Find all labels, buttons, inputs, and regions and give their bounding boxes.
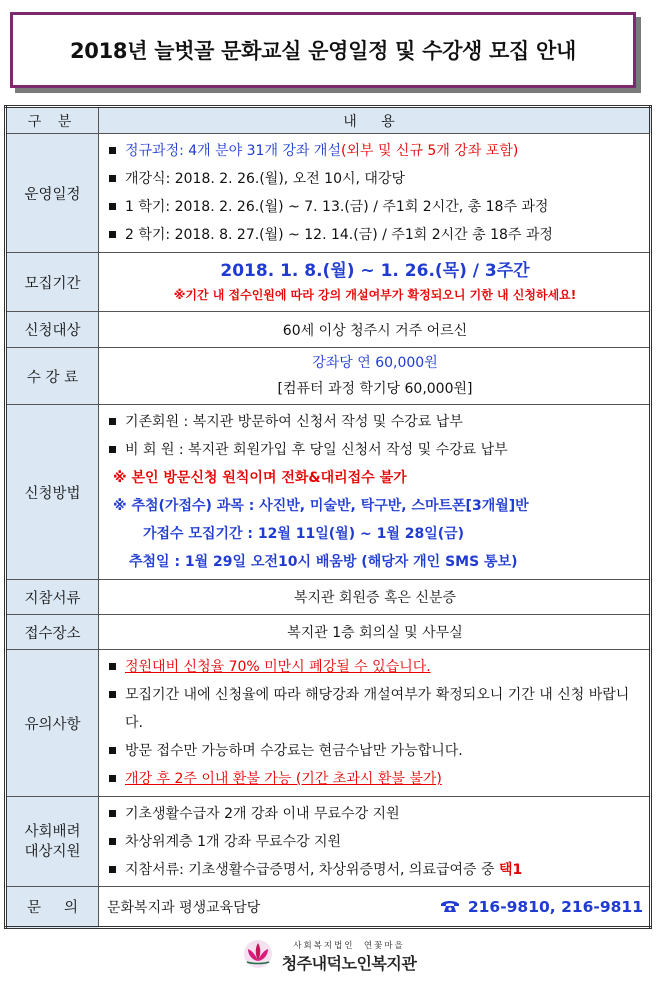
telephone-icon: [440, 900, 460, 916]
caution-item: 방문 접수만 가능하며 수강료는 현금수납만 가능합니다.: [107, 737, 643, 765]
schedule-item: 개강식: 2018. 2. 26.(월), 오전 10시, 대강당: [107, 165, 643, 193]
caution-row: [6, 650, 651, 797]
documents-text: 복지관 회원증 혹은 신분증: [99, 580, 651, 615]
period-row: [6, 253, 651, 312]
documents-row: [6, 580, 651, 615]
org-subtitle: 사회복지법인 연꽃마을: [293, 940, 405, 951]
period-content: [99, 253, 651, 312]
place-row: [6, 615, 651, 650]
method-note-preregister: 가접수 모집기간 : 12월 11일(월) ~ 1월 28일(금): [143, 526, 465, 542]
social-content: [99, 797, 651, 887]
period-label: 모집기간: [6, 253, 99, 312]
contact-content: [99, 887, 651, 928]
lotus-logo-icon: [242, 939, 274, 973]
target-text: 60세 이상 청주시 거주 어르신: [99, 312, 651, 348]
period-main: 2018. 1. 8.(월) ~ 1. 26.(목) / 3주간: [220, 261, 530, 281]
social-item: 차상위계층 1개 강좌 무료수강 지원: [107, 828, 643, 856]
caution-item: 모집기간 내에 신청율에 따라 해당강좌 개설여부가 확정되오니 기간 내 신청 바랍니다.: [107, 681, 643, 737]
contact-phone: [440, 898, 643, 916]
documents-label: 지참서류: [6, 580, 99, 615]
header-label: 구 분: [6, 107, 99, 134]
social-item-highlight: 택1: [498, 861, 523, 878]
method-note-visit: ※ 본인 방문신청 원칙이며 전화&대리접수 불가: [113, 470, 407, 486]
schedule-item-highlight: (외부 및 신규 5개 강좌 포함): [340, 143, 519, 159]
method-note-draw-date: 추첨일 : 1월 29일 오전10시 배움방 (해당자 개인 SMS 통보): [129, 554, 518, 570]
method-note-lottery: ※ 추첨(가접수) 과목 : 사진반, 미술반, 탁구반, 스마트폰[3개월]반: [113, 498, 529, 514]
method-content: [99, 405, 651, 580]
schedule-item: 2 학기: 2018. 8. 27.(월) ~ 12. 14.(금) / 주1회 2시간 총 18주 과정: [107, 221, 643, 249]
contact-dept: 문화복지과 평생교육담당: [107, 899, 261, 916]
org-name: 청주내덕노인복지관: [281, 953, 417, 973]
method-row: [6, 405, 651, 580]
social-item: [107, 856, 643, 884]
contact-row: [6, 887, 651, 928]
social-label-line: 사회배려: [24, 823, 81, 840]
fee-label: 수 강 료: [6, 348, 99, 405]
header-row: [6, 107, 651, 134]
caution-item-text: 개강 후 2주 이내 환불 가능 (기간 초과시 환불 불가): [125, 771, 442, 787]
method-label: 신청방법: [6, 405, 99, 580]
schedule-content: [99, 134, 651, 253]
period-note: ※기간 내 접수인원에 따라 강의 개설여부가 확정되오니 기한 내 신청하세요!: [173, 288, 577, 302]
schedule-item: 1 학기: 2018. 2. 26.(월) ~ 7. 13.(금) / 주1회 2시간, 총 18주 과정: [107, 193, 643, 221]
social-label: [6, 797, 99, 887]
method-item: 기존회원 : 복지관 방문하여 신청서 작성 및 수강료 납부: [107, 408, 643, 436]
header-content: 내 용: [99, 107, 651, 134]
caution-content: [99, 650, 651, 797]
caution-label: 유의사항: [6, 650, 99, 797]
notice-table: [4, 105, 652, 929]
contact-phone-number: 216-9810, 216-9811: [467, 897, 643, 916]
title-box: [10, 12, 636, 88]
fee-sub: [컴퓨터 과정 학기당 60,000원]: [277, 381, 473, 397]
target-label: 신청대상: [6, 312, 99, 348]
social-row: [6, 797, 651, 887]
footer: [0, 936, 658, 976]
contact-label: 문 의: [6, 887, 99, 928]
fee-row: [6, 348, 651, 405]
target-row: [6, 312, 651, 348]
place-label: 접수장소: [6, 615, 99, 650]
page-title: 2018년 늘벗골 문화교실 운영일정 및 수강생 모집 안내: [69, 39, 577, 63]
social-label-line: 대상지원: [24, 843, 81, 860]
schedule-label: 운영일정: [6, 134, 99, 253]
place-text: 복지관 1층 회의실 및 사무실: [99, 615, 651, 650]
social-item: 기초생활수급자 2개 강좌 이내 무료수강 지원: [107, 800, 643, 828]
method-item: 비 회 원 : 복지관 회원가입 후 당일 신청서 작성 및 수강료 납부: [107, 436, 643, 464]
caution-item: [107, 653, 643, 681]
fee-main: 강좌당 연 60,000원: [312, 355, 438, 371]
schedule-row: [6, 134, 651, 253]
schedule-item: [107, 137, 643, 165]
org-logo: [242, 939, 417, 974]
caution-item: [107, 765, 643, 793]
schedule-item-text: 정규과정: 4개 분야 31개 강좌 개설: [125, 143, 341, 159]
fee-content: [99, 348, 651, 405]
social-item-text: 지참서류: 기초생활수급증명서, 차상위증명서, 의료급여증 중: [125, 861, 499, 878]
caution-item-text: 정원대비 신청율 70% 미만시 폐강될 수 있습니다.: [125, 659, 431, 675]
